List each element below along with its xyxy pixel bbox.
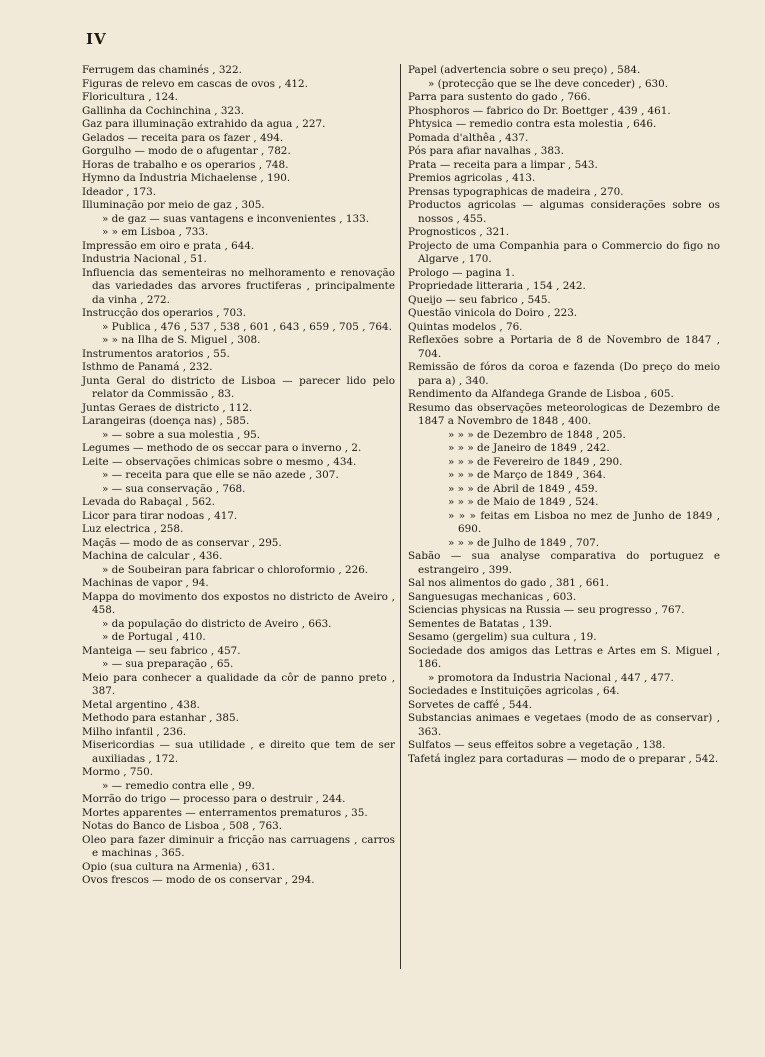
index-entry: Phtysica — remedio contra esta molestia , 646. [408,118,657,130]
column-divider [400,64,401,969]
index-entry: Oleo para fazer diminuir a fricção nas carruagens , carros e machinas , 365. [82,833,395,859]
page-number: IV [86,30,107,48]
index-entry: » » » de Abril de 1849 , 459. [448,482,598,495]
index-entry: » » » de Maio de 1849 , 524. [448,496,599,508]
index-entry: Remissão de fóros da coroa e fazenda (Do preço do meio para a) , 340. [408,361,720,387]
index-entry: Mortes apparentes — enterramentos prematuros , 35. [82,806,368,819]
index-entry: Leite — observações chimicas sobre o mesmo , 434. [82,455,357,468]
index-entry: » » » de Março de 1849 , 364. [448,469,606,481]
index-entry: Larangeiras (doença nas) , 585. [82,415,250,427]
index-entry: Sociedade dos amigos das Lettras e Artes em S. Miguel , 186. [408,644,720,670]
index-entry: Sciencias physicas na Russia — seu progresso , 767. [408,604,685,616]
index-entry: Gorgulho — modo de o afugentar , 782. [82,145,291,157]
index-entry: » promotora da Industria Nacional , 447 , 477. [428,671,674,684]
index-entry: » » » de Julho de 1849 , 707. [448,536,600,549]
index-entry: Horas de trabalho e os operarios , 748. [82,158,289,171]
index-entry: Papel (advertencia sobre o seu preço) , 584. [408,64,641,76]
index-entry: » de gaz — suas vantagens e inconvenientes , 133. [102,212,370,225]
index-entry: Ferrugem das chaminés , 322. [82,64,242,76]
index-entry: Sal nos alimentos do gado , 381 , 661. [408,577,609,589]
index-entry: Substancias animaes e vegetaes (modo de as conservar) , 363. [408,712,720,738]
index-entry: Premios agricolas , 413. [408,172,536,184]
index-entry: Sociedades e Instituições agricolas , 64. [408,685,620,697]
index-entry: Gaz para illuminação extrahido da agua , 227. [82,118,326,130]
index-entry: » » em Lisboa , 733. [102,226,209,238]
index-entry: Prensas typographicas de madeira , 270. [408,185,624,198]
index-entry: Manteiga — seu fabrico , 457. [82,644,241,657]
index-entry: Sulfatos — seus effeitos sobre a vegetação , 138. [408,739,666,751]
index-entry: Mormo , 750. [82,766,154,778]
index-entry: » — sua conservação , 768. [102,482,246,495]
index-entry: Luz electrica , 258. [82,523,184,535]
index-entry: » — sobre a sua molestia , 95. [102,428,261,441]
index-entry: Propriedade litteraria , 154 , 242. [408,280,586,292]
index-entry: Ovos frescos — modo de os conservar , 294. [82,874,315,886]
index-entry: » » » de Dezembro de 1848 , 205. [448,428,626,441]
index-entry: Questão vinicola do Doiro , 223. [408,307,578,319]
index-entry: Queijo — seu fabrico , 545. [408,293,551,306]
index-entry: Hymno da Industria Michaelense , 190. [82,172,291,184]
index-entry: Isthmo de Panamá , 232. [82,361,213,373]
index-entry: » » » feitas em Lisboa no mez de Junho de 1849 , 690. [448,509,720,535]
index-entry: Gallinha da Cochinchina , 323. [82,104,244,117]
index-entry: Juntas Geraes de districto , 112. [82,401,253,414]
index-entry: Rendimento da Alfandega Grande de Lisboa , 605. [408,388,674,400]
index-entry: Levada do Rabaçal , 562. [82,496,215,508]
index-entry: Misericordias — sua utilidade , e direito que tem de ser auxiliadas , 172. [82,739,395,765]
index-entry: » de Soubeiran para fabricar o chloroformio , 226. [102,563,369,576]
index-entry: Mappa do movimento dos expostos no districto de Aveiro , 458. [82,590,395,616]
index-entry: Prologo — pagina 1. [408,266,515,279]
index-entry: Floricultura , 124. [82,91,178,103]
index-entry: Parra para sustento do gado , 766. [408,91,591,103]
index-entry: Influencia das sementeiras no melhoramento e renovação das variedades das arvores fructiferas , principalmente da vinha , 272. [82,266,395,306]
index-entry: Sesamo (gergelim) sua cultura , 19. [408,631,597,643]
index-entry: » Publica , 476 , 537 , 538 , 601 , 643 , 659 , 705 , 764. [102,320,392,333]
index-entry: Sementes de Batatas , 139. [408,617,552,630]
index-entry: Productos agricolas — algumas considerações sobre os nossos , 455. [408,199,720,225]
index-column-left [82,64,395,888]
index-entry: » » na Ilha de S. Miguel , 308. [102,334,261,346]
index-entry: » — sua preparação , 65. [102,658,234,670]
index-entry: Industria Nacional , 51. [82,253,207,265]
index-entry: Resumo das observações meteorologicas de Dezembro de 1847 a Novembro de 1848 , 400. [408,401,720,427]
index-entry: Licor para tirar nodoas , 417. [82,509,238,522]
index-entry: » — remedio contra elle , 99. [102,779,255,792]
index-entry: Quintas modelos , 76. [408,320,523,333]
index-entry: Machina de calcular , 436. [82,550,223,562]
index-entry: Opio (sua cultura na Armenia) , 631. [82,860,275,873]
index-entry: Meio para conhecer a qualidade da côr de panno preto , 387. [82,671,395,697]
index-entry: Projecto de uma Companhia para o Commercio do figo no Algarve , 170. [408,239,720,265]
index-entry: Maçãs — modo de as conservar , 295. [82,536,282,549]
index-entry: Methodo para estanhar , 385. [82,712,239,724]
index-entry: Pós para afiar navalhas , 383. [408,145,564,157]
index-entry: Figuras de relevo em cascas de ovos , 412. [82,77,308,90]
index-entry: Phosphoros — fabrico do Dr. Boettger , 439 , 461. [408,104,671,117]
index-entry: » da população do districto de Aveiro , 663. [102,617,332,630]
index-entry: Instrucção dos operarios , 703. [82,307,247,319]
index-entry: Gelados — receita para os fazer , 494. [82,131,284,144]
index-entry: Prata — receita para a limpar , 543. [408,158,598,171]
index-entry: » (protecção que se lhe deve conceder) , 630. [428,77,669,90]
index-entry: » — receita para que elle se não azede , 307. [102,469,339,481]
index-entry: Illuminação por meio de gaz , 305. [82,199,265,211]
index-entry: Sabão — sua analyse comparativa do portuguez e estrangeiro , 399. [408,550,720,576]
index-entry: Tafetá inglez para cortaduras — modo de o preparar , 542. [408,752,719,765]
index-entry: Metal argentino , 438. [82,698,200,711]
index-entry: Notas do Banco de Lisboa , 508 , 763. [82,820,283,832]
index-entry: Machinas de vapor , 94. [82,577,209,589]
index-entry: Instrumentos aratorios , 55. [82,347,230,360]
index-entry: Pomada d'althêa , 437. [408,131,529,144]
index-entry: Sanguesugas mechanicas , 603. [408,590,577,603]
index-entry: Junta Geral do districto de Lisboa — parecer lido pelo relator da Commissão , 83. [82,374,395,400]
index-entry: Ideador , 173. [82,185,157,198]
index-entry: Milho infantil , 236. [82,725,187,738]
index-column-right [408,64,720,766]
index-entry: Prognosticos , 321. [408,226,510,238]
index-entry: Morrão do trigo — processo para o destruir , 244. [82,793,346,805]
index-entry: Reflexões sobre a Portaria de 8 de Novembro de 1847 , 704. [408,334,720,360]
index-entry: » de Portugal , 410. [102,631,206,643]
index-entry: » » » de Fevereiro de 1849 , 290. [448,455,623,468]
index-entry: Sorvetes de caffé , 544. [408,698,533,711]
index-entry: » » » de Janeiro de 1849 , 242. [448,442,610,454]
index-entry: Legumes — methodo de os seccar para o inverno , 2. [82,442,362,454]
index-entry: Impressão em oiro e prata , 644. [82,239,255,252]
